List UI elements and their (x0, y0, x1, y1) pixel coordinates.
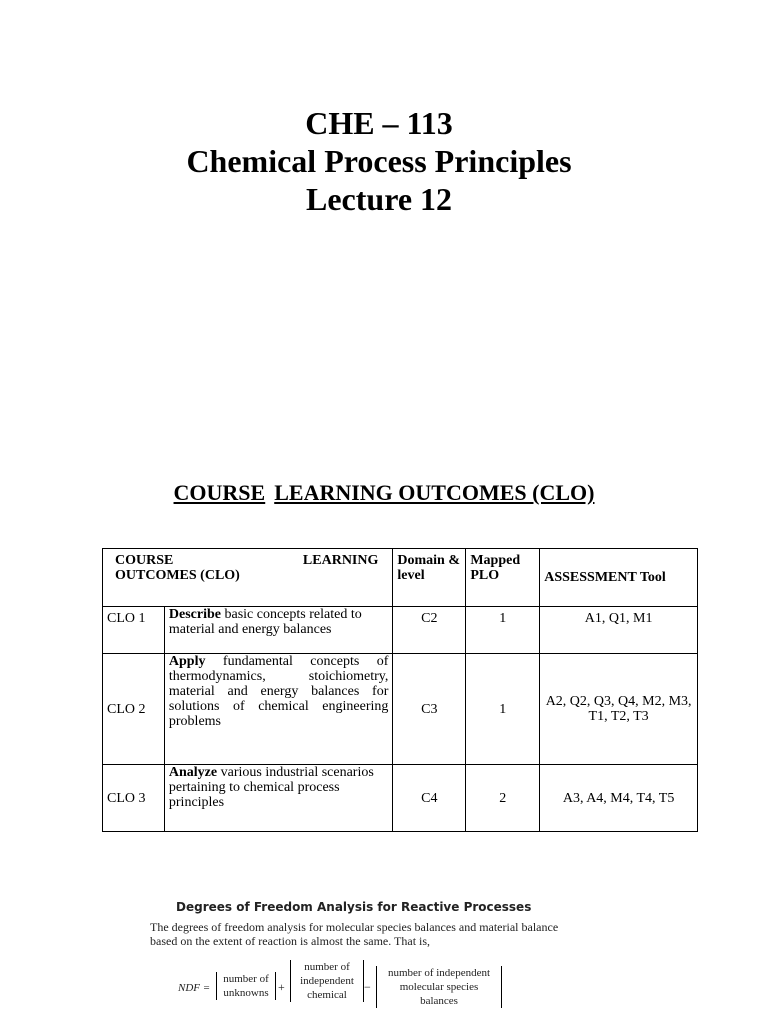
clo-plo: 1 (466, 654, 540, 765)
excerpt-text: The degrees of freedom analysis for molecular species balances and material balance based on the extent of reaction is almost the same. That is, (150, 920, 559, 948)
excerpt-title: Degrees of Freedom Analysis for Reactive Processes (176, 900, 532, 914)
clo-desc-text: fundamental concepts of thermodynamics, stoichiometry, material and energy balances for solutions of chemical engineering problems (168, 654, 389, 729)
clo-description (164, 607, 393, 654)
course-name: Chemical Process Principles (186, 143, 572, 179)
clo-domain: C2 (393, 607, 466, 654)
clo-assessment: A2, Q2, Q3, Q4, M2, M3, T1, T2, T3 (540, 654, 698, 765)
clo-domain: C4 (393, 765, 466, 832)
minus-sign: − (364, 980, 371, 994)
table-header-row (103, 549, 698, 607)
clo-plo: 2 (466, 765, 540, 832)
clo-verb: Analyze (168, 765, 218, 780)
clo-id: CLO 2 (103, 654, 165, 765)
clo-verb: Describe (168, 607, 221, 622)
clo-description (164, 765, 393, 832)
plus-sign: + (278, 980, 285, 994)
clo-plo: 1 (466, 607, 540, 654)
term-balances: number of independent molecular species balances (376, 966, 502, 1008)
clo-verb: Apply (168, 654, 206, 669)
clo-id: CLO 1 (103, 607, 165, 654)
header-clo-line2: OUTCOMES (CLO) (115, 568, 240, 583)
header-clo-word2: LEARNING (302, 553, 379, 568)
title-block (0, 104, 768, 218)
clo-id: CLO 3 (103, 765, 165, 832)
clo-heading-word1: COURSE (173, 480, 266, 505)
term-unknowns: number of unknowns (216, 972, 276, 1000)
clo-desc-text: basic concepts related to material and energy balances (168, 607, 362, 637)
table-row (103, 607, 698, 654)
header-assessment: ASSESSMENT Tool (540, 549, 698, 607)
header-domain: Domain & level (393, 549, 466, 607)
clo-heading-rest: LEARNING OUTCOMES (CLO) (274, 480, 595, 505)
clo-desc-text: various industrial scenarios pertaining to chemical process principles (168, 765, 374, 810)
header-plo: Mapped PLO (466, 549, 540, 607)
excerpt-image (150, 900, 570, 1030)
table-row (103, 765, 698, 832)
clo-heading (0, 480, 768, 506)
term-reactions: number of independent chemical (290, 960, 364, 1002)
lecture-number: Lecture 12 (305, 181, 453, 217)
ndf-equation (150, 960, 570, 1030)
course-code: CHE – 113 (305, 105, 453, 141)
clo-description (164, 654, 393, 765)
clo-domain: C3 (393, 654, 466, 765)
table-row (103, 654, 698, 765)
ndf-symbol: NDF = (178, 982, 211, 994)
clo-table (102, 548, 698, 832)
header-clo (103, 549, 393, 607)
clo-assessment: A3, A4, M4, T4, T5 (540, 765, 698, 832)
header-clo-word1: COURSE (115, 553, 174, 568)
clo-assessment: A1, Q1, M1 (540, 607, 698, 654)
